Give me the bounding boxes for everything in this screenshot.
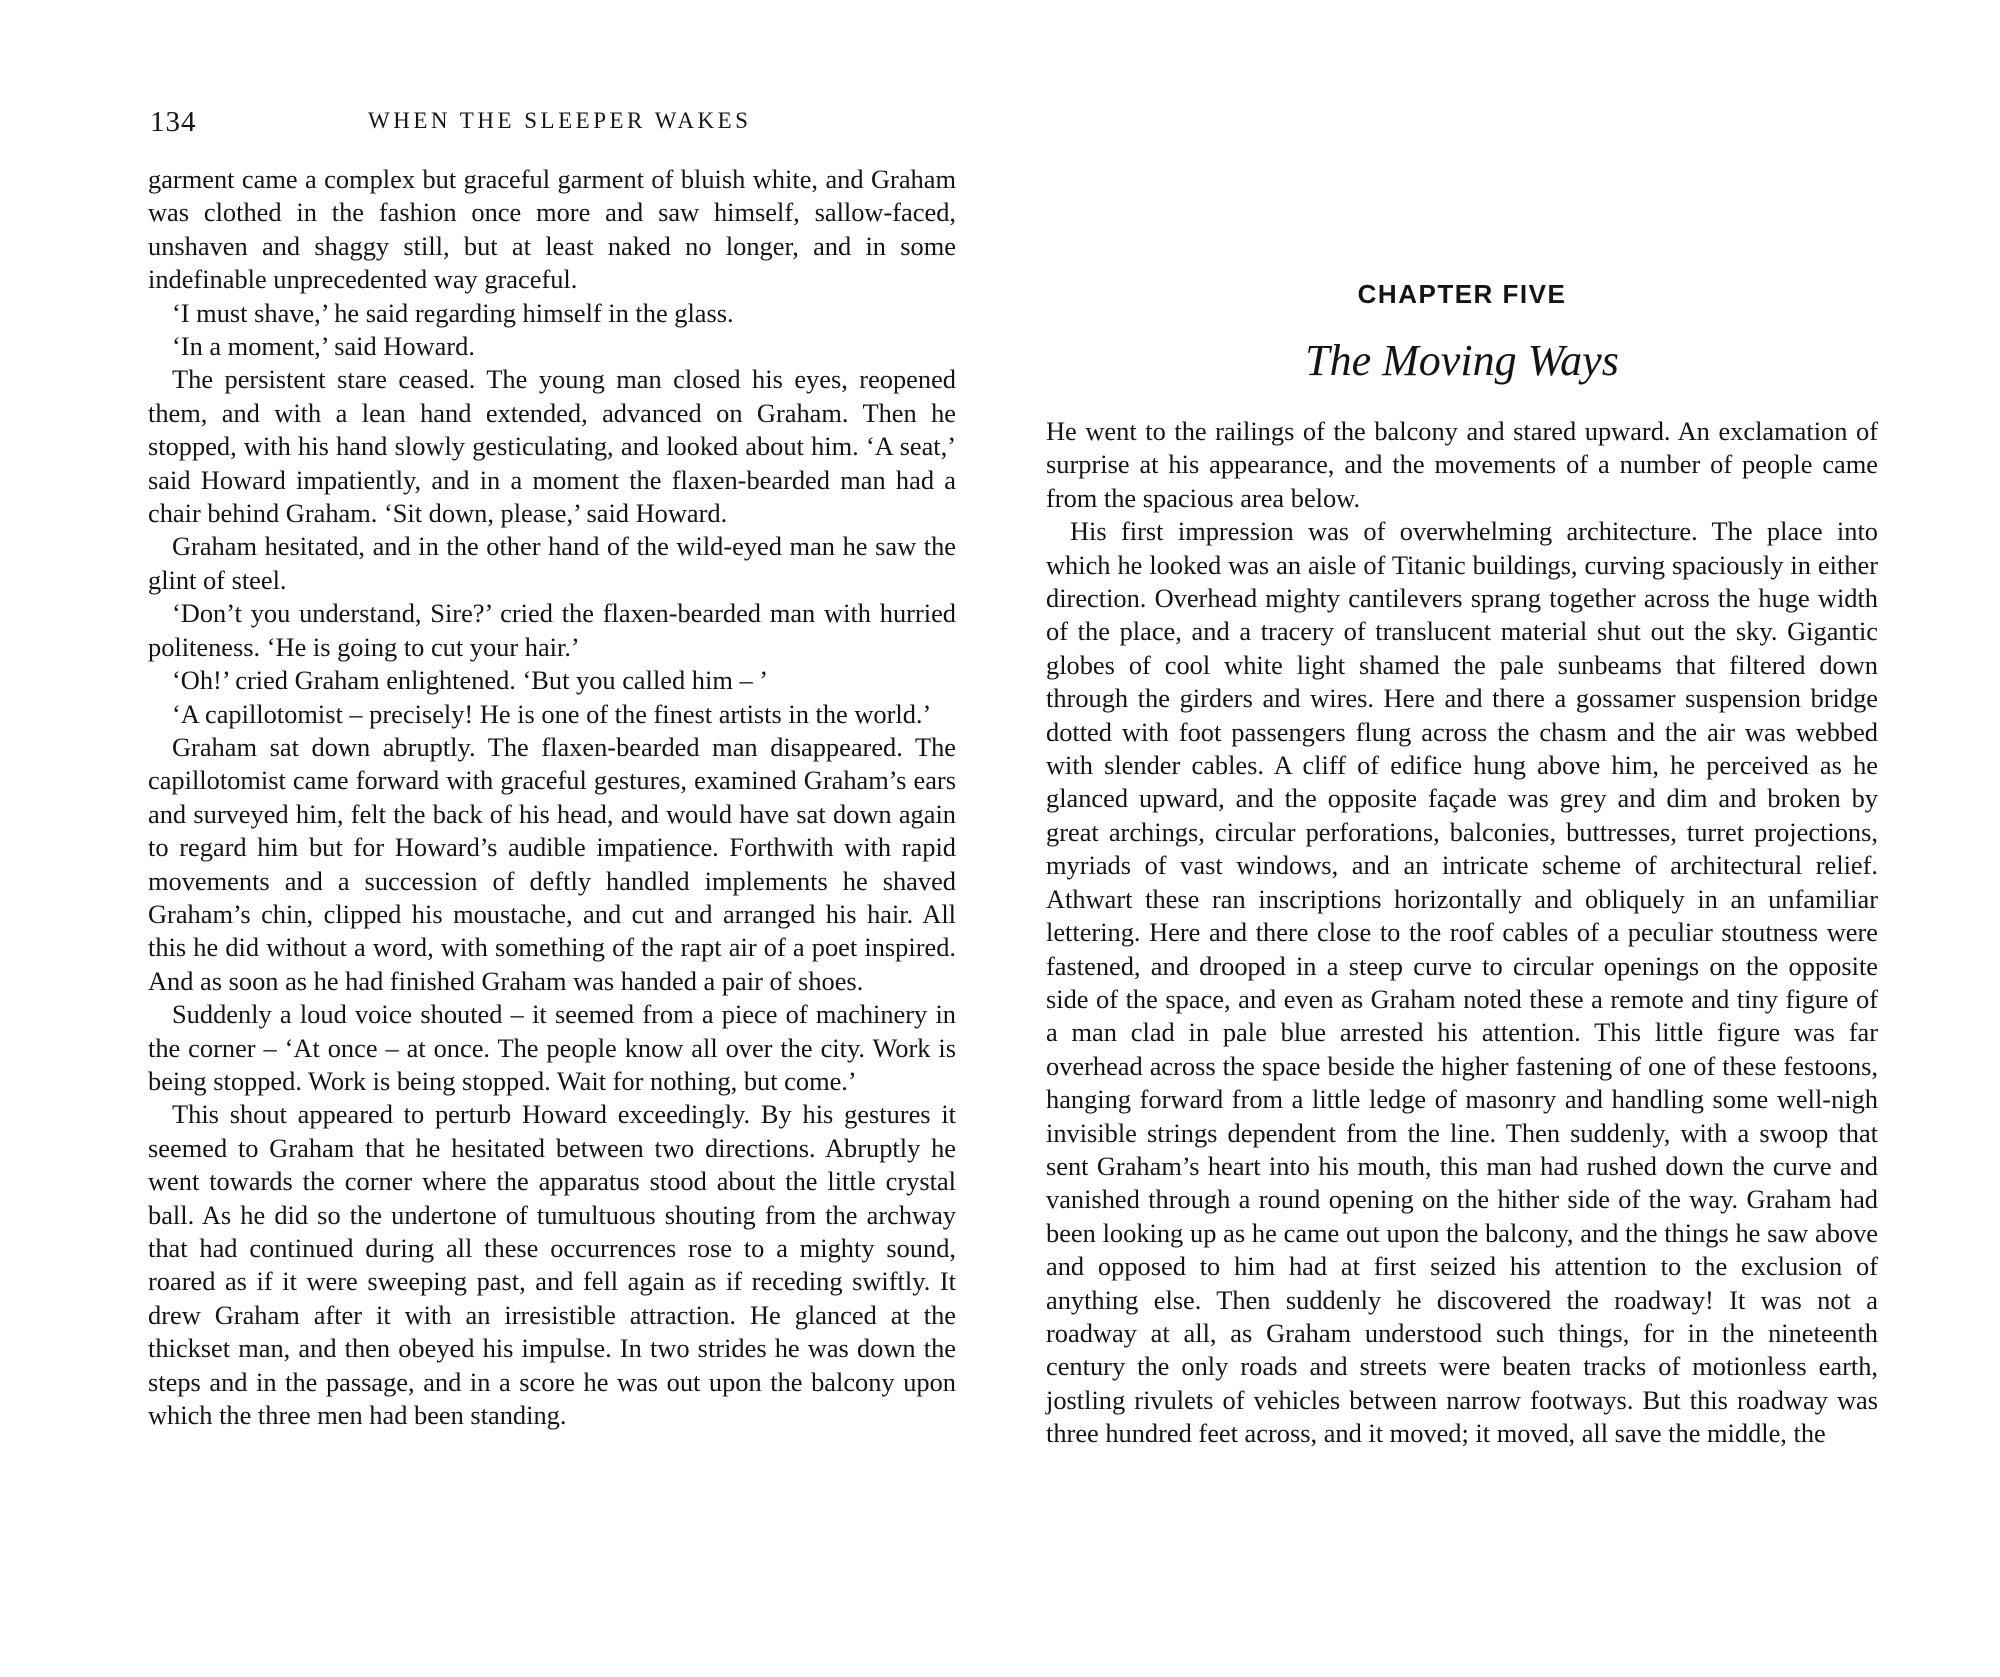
paragraph: Graham hesitated, and in the other hand of the wild-eyed man he saw the glint of steel. [148,531,956,595]
chapter-label: CHAPTER FIVE [1357,279,1567,309]
book-title: WHEN THE SLEEPER WAKES [368,108,752,133]
paragraph: ‘In a moment,’ said Howard. [172,331,475,362]
paragraph: Suddenly a loud voice shouted – it seemed from a piece of machinery in the corner – ‘At once – at once. The people know all over the city. Work is being stopped. Work is being stopped. Wait for nothing, but come.’ [148,999,956,1096]
right-page-body [1046,415,1878,1451]
paragraph: Graham sat down abruptly. The flaxen-bearded man disappeared. The capillotomist came forward with graceful gestures, examined Graham’s ears and surveyed him, felt the back of his head, and would have sat down again to regard him but for Howard’s audible impatience. Forthwith with rapid movements and a succession of deftly handled implements he shaved Graham’s chin, clipped his moustache, and cut and arranged his hair. All this he did without a word, with something of the rapt air of a poet inspired. And as soon as he had finished Graham was handed a pair of shoes. [148,731,956,996]
running-head [148,106,956,140]
paragraph: The persistent stare ceased. The young man closed his eyes, reopened them, and with a lean hand extended, advanced on Graham. Then he stopped, with his hand slowly gesticulating, and looked about him. ‘A seat,’ said Howard impatiently, and in a moment the flaxen-bearded man had a chair behind Graham. ‘Sit down, please,’ said Howard. [148,364,956,529]
page-number: 134 [150,106,197,138]
paragraph: ‘Don’t you understand, Sire?’ cried the flaxen-bearded man with hurried politeness. ‘He is going to cut your hair.’ [148,598,956,662]
chapter-title: The Moving Ways [1305,336,1619,385]
paragraph: This shout appeared to perturb Howard exceedingly. By his gestures it seemed to Graham that he hesitated between two directions. Abruptly he went towards the corner where the apparatus stood about the little crystal ball. As he did so the undertone of tumultuous shouting from the archway that had continued during all these occurrences rose to a mighty sound, roared as if it were sweeping past, and fell again as if receding swiftly. It drew Graham after it with an irresistible attraction. He glanced at the thickset man, and then obeyed his impulse. In two strides he was down the steps and in the passage, and in a score he was out upon the balcony upon which the three men had been standing. [148,1099,956,1431]
paragraph: ‘A capillotomist – precisely! He is one of the finest artists in the world.’ [172,698,932,729]
paragraph: garment came a complex but graceful garment of bluish white, and Graham was clothed in the fashion once more and saw himself, sallow-faced, unshaven and shaggy still, but at least naked no longer, and in some indefinable unprecedented way graceful. [148,164,956,295]
paragraph: ‘Oh!’ cried Graham enlightened. ‘But you called him – ’ [172,665,769,696]
paragraph: His first impression was of overwhelming architecture. The place into which he looked was an aisle of Titanic buildings, curving spaciously in either direction. Overhead mighty cantilevers sprang together across the huge width of the place, and a tracery of translucent material shut out the sky. Gigantic globes of cool white light shamed the pale sunbeams that filtered down through the girders and wires. Here and there a gossamer suspension bridge dotted with foot passengers flung across the chasm and the air was webbed with slender cables. A cliff of edifice hung above him, he perceived as he glanced upward, and the opposite façade was grey and dim and broken by great archings, circular perforations, balconies, buttresses, turret projections, myriads of vast windows, and an intricate scheme of architectural relief. Athwart these ran inscriptions horizontally and obliquely in an unfamiliar lettering. Here and there close to the roof cables of a peculiar stoutness were fastened, and drooped in a steep curve to circular openings on the opposite side of the space, and even as Graham noted these a remote and tiny figure of a man clad in pale blue arrested his attention. This little figure was far overhead across the space beside the higher fastening of one of these festoons, hanging forward from a little ledge of masonry and handling some well-nigh invisible strings dependent from the line. Then suddenly, with a swoop that sent Graham’s heart into his mouth, this man had rushed down the curve and vanished through a round opening on the hither side of the way. Graham had been looking up as he came out upon the balcony, and the things he saw above and opposed to him had at first seized his attention to the exclusion of anything else. Then suddenly he discovered the roadway! It was not a roadway at all, as Graham understood such things, for in the nineteenth century the only roads and streets were beaten tracks of motionless earth, jostling rivulets of vehicles between narrow footways. But this roadway was three hundred feet across, and it moved; it moved, all save the middle, the [1046,516,1878,1449]
left-page-body [148,163,956,1432]
paragraph: ‘I must shave,’ he said regarding himself in the glass. [172,297,734,328]
paragraph: He went to the railings of the balcony and stared upward. An exclamation of surprise at his appearance, and the movements of a number of people came from the spacious area below. [1046,416,1878,513]
